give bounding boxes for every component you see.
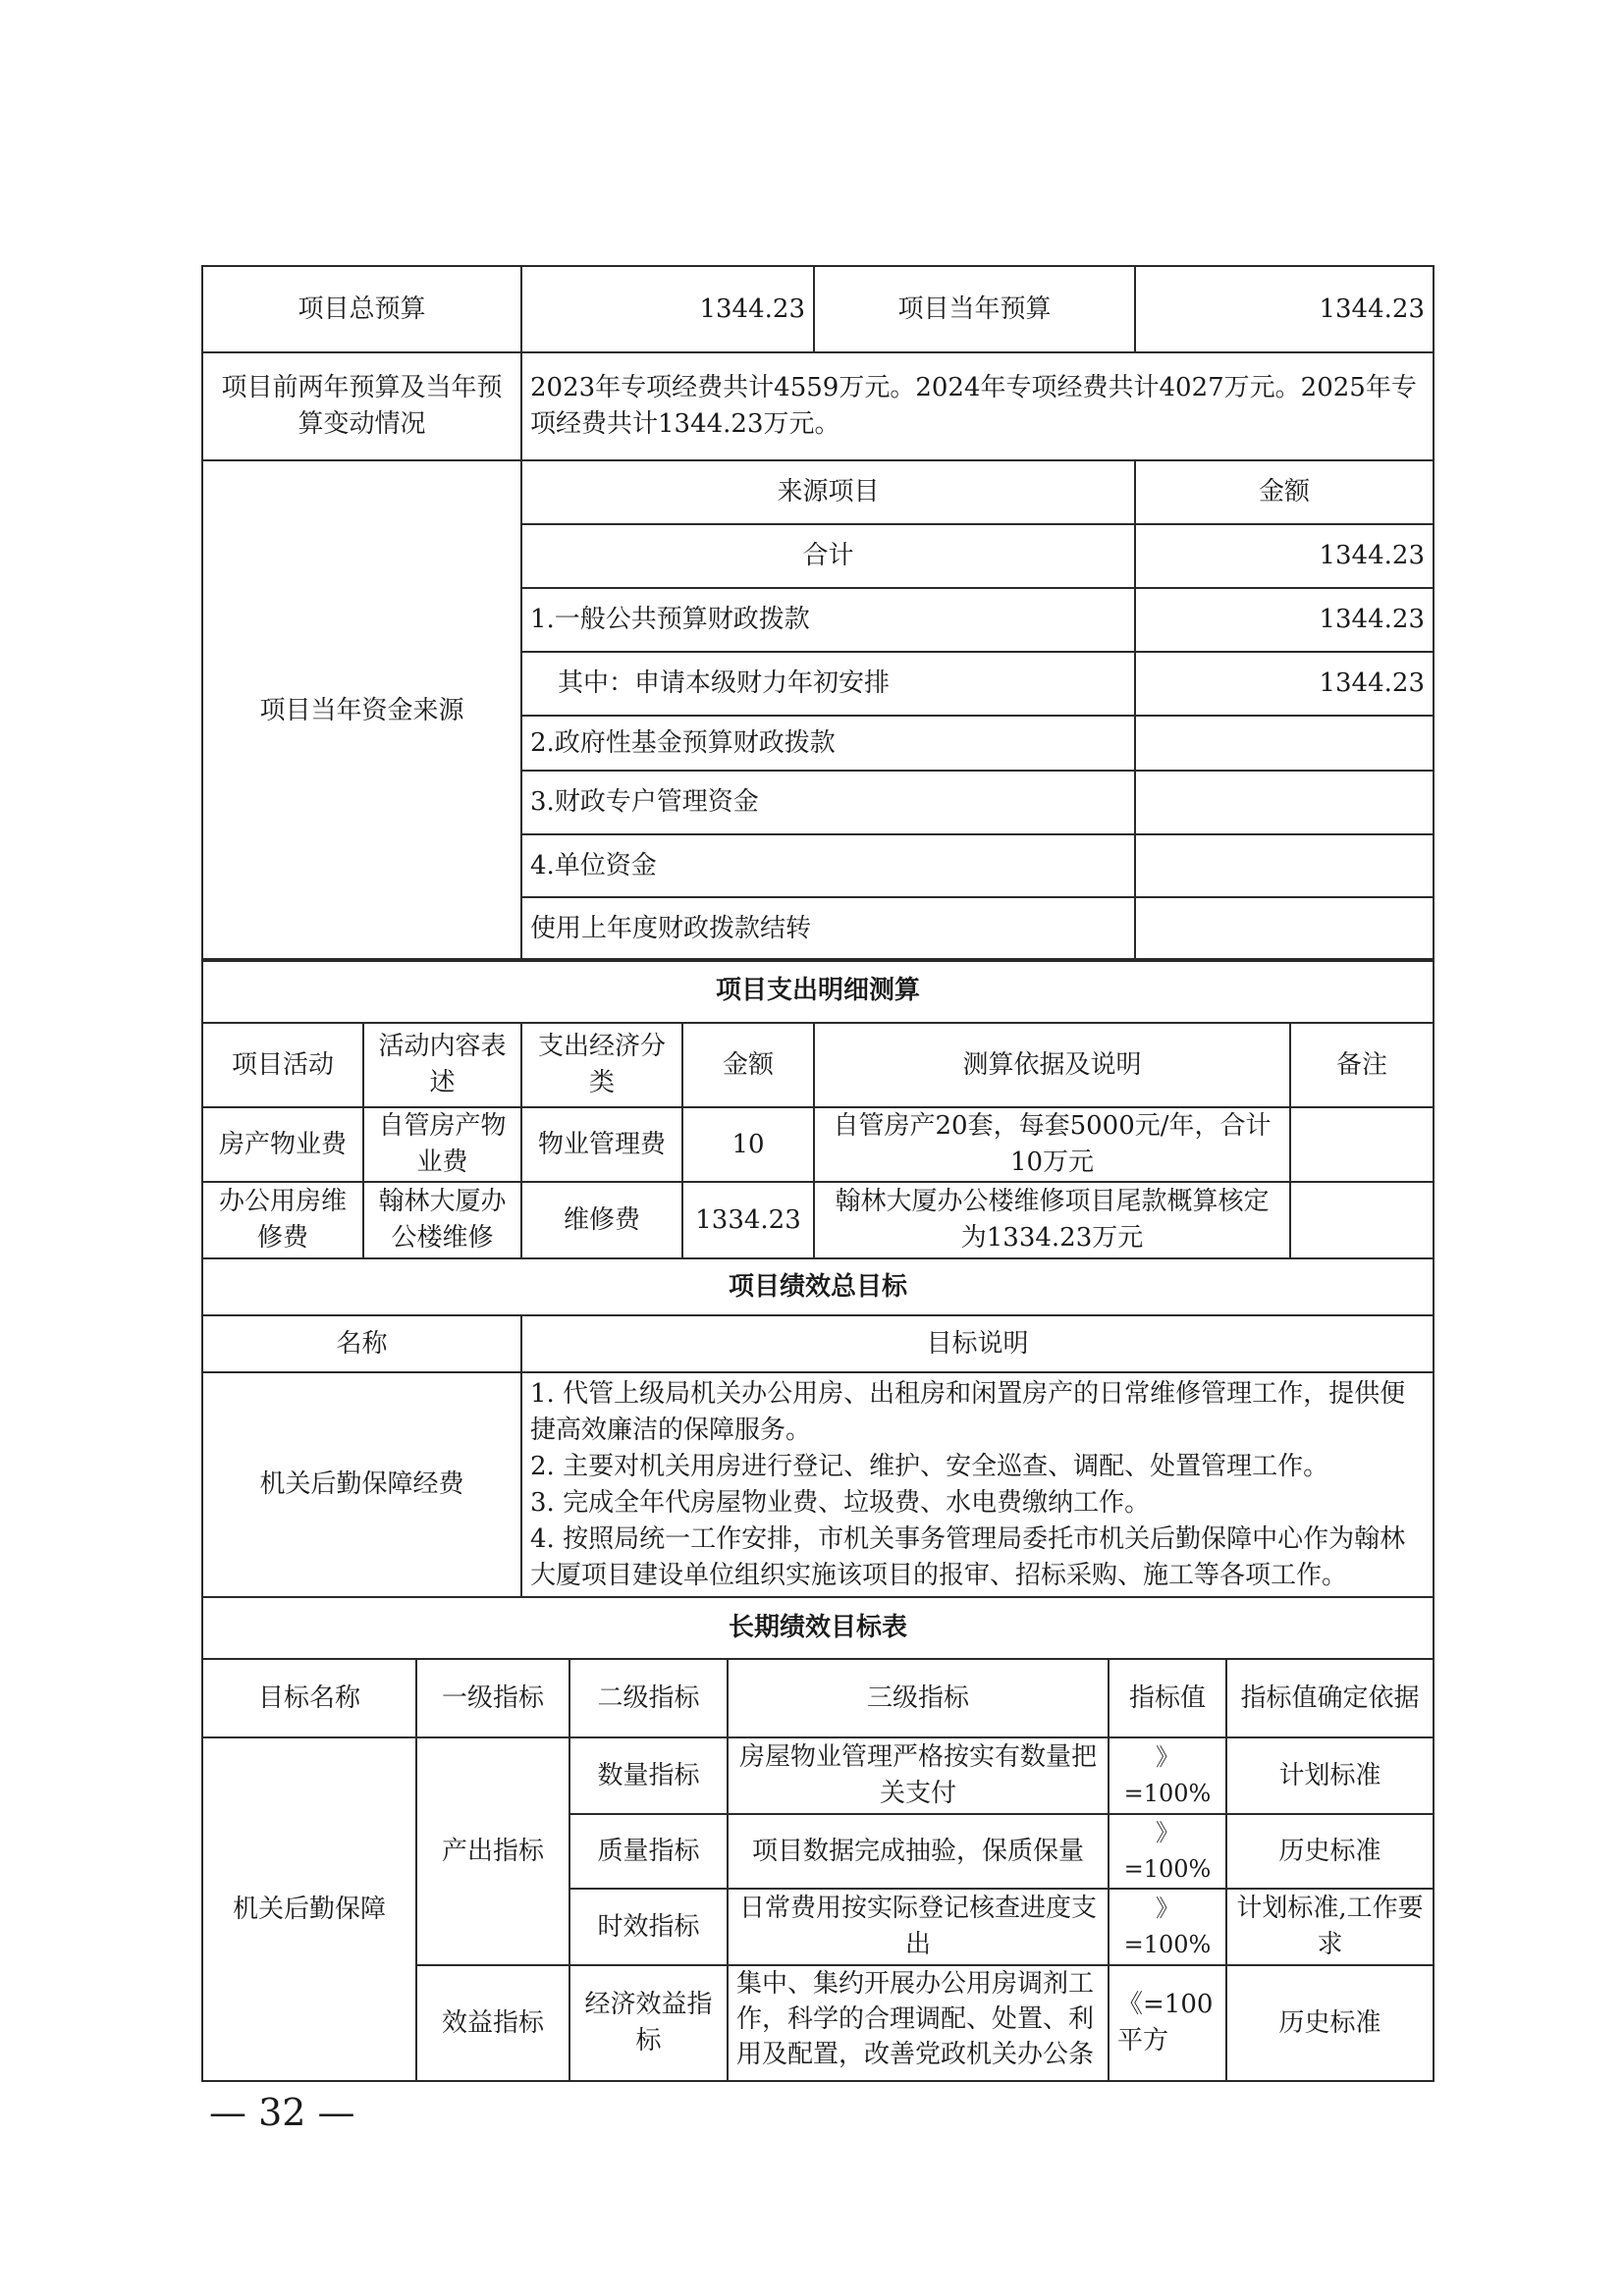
long-term-header: 三级指标 xyxy=(728,1659,1109,1737)
level1-output: 产出指标 xyxy=(416,1737,569,1965)
expense-cell: 1334.23 xyxy=(682,1182,814,1258)
goals-description xyxy=(521,1372,1434,1597)
expense-header: 备注 xyxy=(1290,1023,1434,1107)
expense-cell xyxy=(1290,1107,1434,1182)
funding-row-source: 1.一般公共预算财政拨款 xyxy=(521,588,1135,652)
long-term-target-name: 机关后勤保障 xyxy=(202,1737,416,2081)
goals-table xyxy=(201,1257,1435,1598)
funding-row-amount: 1344.23 xyxy=(1135,524,1434,588)
funding-row-amount xyxy=(1135,716,1434,771)
level3-cell: 集中、集约开展办公用房调剂工作，科学的合理调配、处置、利用及配置，改善党政机关办公条 xyxy=(728,1965,1109,2081)
goal-item: 1. 代管上级局机关办公用房、出租房和闲置房产的日常维修管理工作，提供便捷高效廉洁的保障服务。 xyxy=(530,1378,1406,1445)
funding-row-source: 使用上年度财政拨款结转 xyxy=(521,897,1135,961)
level2-cell: 经济效益指标 xyxy=(569,1965,728,2081)
expense-cell: 维修费 xyxy=(521,1182,682,1258)
indicator-basis: 历史标准 xyxy=(1226,1814,1434,1889)
goals-name: 机关后勤保障经费 xyxy=(202,1372,521,1597)
level2-cell: 时效指标 xyxy=(569,1889,728,1965)
goal-item: 4. 按照局统一工作安排，市机关事务管理局委托市机关后勤保障中心作为翰林大厦项目建设单位组织实施该项目的报审、招标采购、施工等各项工作。 xyxy=(530,1523,1406,1590)
level3-cell: 项目数据完成抽验，保质保量 xyxy=(728,1814,1109,1889)
goals-section-title: 项目绩效总目标 xyxy=(202,1258,1434,1315)
long-term-header: 二级指标 xyxy=(569,1659,728,1737)
long-term-table xyxy=(201,1596,1435,2082)
level1-benefit: 效益指标 xyxy=(416,1965,569,2081)
expense-cell: 自管房产20套，每套5000元/年，合计10万元 xyxy=(814,1107,1290,1182)
expense-cell: 房产物业费 xyxy=(202,1107,363,1182)
funding-row-source: 合计 xyxy=(521,524,1135,588)
funding-row-amount xyxy=(1135,834,1434,897)
expense-header: 支出经济分类 xyxy=(521,1023,682,1107)
indicator-basis: 历史标准 xyxy=(1226,1965,1434,2081)
expense-cell: 物业管理费 xyxy=(521,1107,682,1182)
level3-cell: 房屋物业管理严格按实有数量把关支付 xyxy=(728,1737,1109,1814)
level2-cell: 数量指标 xyxy=(569,1737,728,1814)
budget-history-text: 2023年专项经费共计4559万元。2024年专项经费共计4027万元。2025年专项经费共计1344.23万元。 xyxy=(521,352,1434,460)
funding-row-source: 其中：申请本级财力年初安排 xyxy=(521,652,1135,716)
budget-table xyxy=(201,265,1435,962)
budget-history-label: 项目前两年预算及当年预算变动情况 xyxy=(202,352,521,460)
page-number: — 32 — xyxy=(209,2091,355,2134)
long-term-header: 指标值确定依据 xyxy=(1226,1659,1434,1737)
goals-head-name: 名称 xyxy=(202,1315,521,1372)
long-term-header: 指标值 xyxy=(1109,1659,1226,1737)
expense-cell: 10 xyxy=(682,1107,814,1182)
total-budget-label: 项目总预算 xyxy=(202,266,521,352)
expense-table xyxy=(201,958,1435,1259)
indicator-value: 》=100% xyxy=(1109,1889,1226,1965)
funding-source-label: 项目当年资金来源 xyxy=(202,460,521,961)
year-budget-label: 项目当年预算 xyxy=(814,266,1135,352)
expense-cell: 翰林大厦办公楼维修 xyxy=(363,1182,521,1258)
goal-item: 3. 完成全年代房屋物业费、垃圾费、水电费缴纳工作。 xyxy=(530,1487,1151,1518)
expense-header: 项目活动 xyxy=(202,1023,363,1107)
expense-header: 测算依据及说明 xyxy=(814,1023,1290,1107)
long-term-header: 目标名称 xyxy=(202,1659,416,1737)
funding-row-source: 4.单位资金 xyxy=(521,834,1135,897)
indicator-basis: 计划标准,工作要求 xyxy=(1226,1889,1434,1965)
funding-row-source: 3.财政专户管理资金 xyxy=(521,771,1135,834)
expense-cell: 翰林大厦办公楼维修项目尾款概算核定为1334.23万元 xyxy=(814,1182,1290,1258)
indicator-value: 《=100平方 xyxy=(1109,1965,1226,2081)
level3-cell: 日常费用按实际登记核查进度支出 xyxy=(728,1889,1109,1965)
expense-header: 活动内容表述 xyxy=(363,1023,521,1107)
year-budget-value: 1344.23 xyxy=(1135,266,1434,352)
level2-cell: 质量指标 xyxy=(569,1814,728,1889)
funding-row-source: 2.政府性基金预算财政拨款 xyxy=(521,716,1135,771)
funding-row-amount xyxy=(1135,897,1434,961)
goals-head-desc: 目标说明 xyxy=(521,1315,1434,1372)
expense-section-title: 项目支出明细测算 xyxy=(202,959,1434,1023)
expense-cell: 办公用房维修费 xyxy=(202,1182,363,1258)
expense-header: 金额 xyxy=(682,1023,814,1107)
funding-row-amount xyxy=(1135,771,1434,834)
indicator-value: 》=100% xyxy=(1109,1737,1226,1814)
indicator-value: 》=100% xyxy=(1109,1814,1226,1889)
funding-head-source: 来源项目 xyxy=(521,460,1135,524)
expense-cell xyxy=(1290,1182,1434,1258)
long-term-header: 一级指标 xyxy=(416,1659,569,1737)
indicator-basis: 计划标准 xyxy=(1226,1737,1434,1814)
funding-row-amount: 1344.23 xyxy=(1135,652,1434,716)
funding-row-amount: 1344.23 xyxy=(1135,588,1434,652)
goal-item: 2. 主要对机关用房进行登记、维护、安全巡查、调配、处置管理工作。 xyxy=(530,1451,1329,1481)
long-term-section-title: 长期绩效目标表 xyxy=(202,1597,1434,1659)
total-budget-value: 1344.23 xyxy=(521,266,814,352)
expense-cell: 自管房产物业费 xyxy=(363,1107,521,1182)
funding-head-amount: 金额 xyxy=(1135,460,1434,524)
